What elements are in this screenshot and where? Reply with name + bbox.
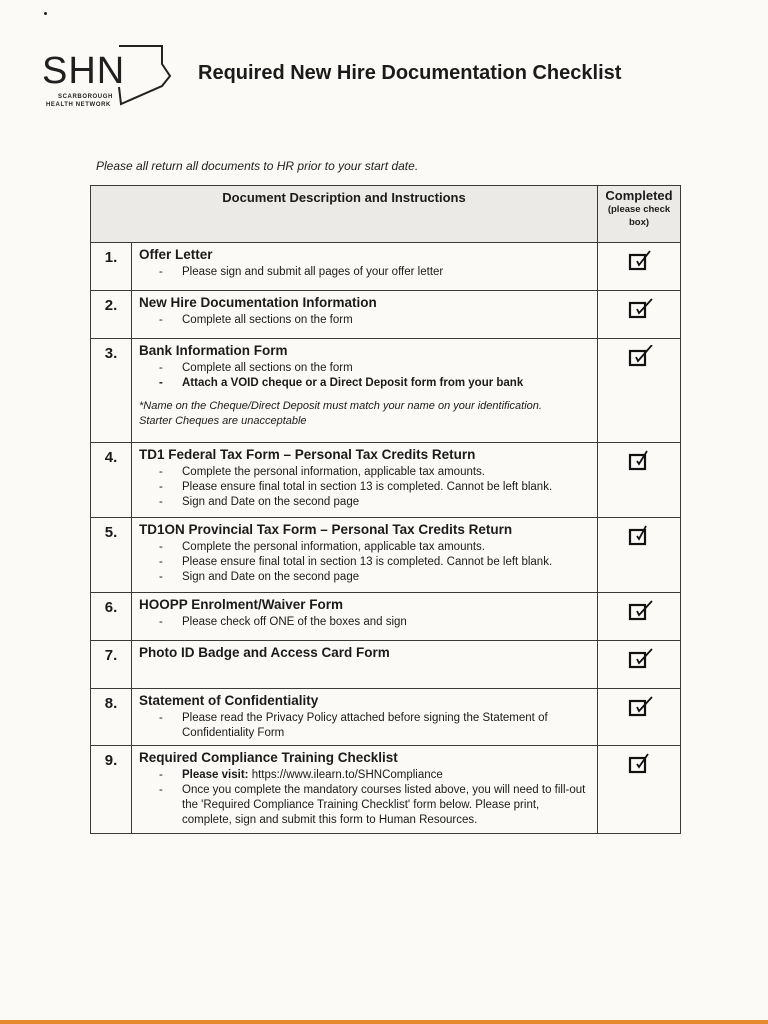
item-note-line2: Starter Cheques are unacceptable: [139, 415, 307, 427]
table-row: [91, 641, 681, 689]
checkbox-checked-icon[interactable]: [628, 297, 656, 321]
item-number: 4.: [91, 443, 132, 518]
checkbox-checked-icon[interactable]: [628, 647, 656, 671]
completed-cell[interactable]: [598, 339, 681, 443]
completed-cell[interactable]: [598, 518, 681, 593]
item-title: Photo ID Badge and Access Card Form: [139, 645, 390, 660]
table-header-row: [91, 186, 681, 243]
item-note-line1: *Name on the Cheque/Direct Deposit must match your name on your identification.: [139, 400, 542, 412]
item-description: [132, 518, 598, 593]
completed-cell[interactable]: [598, 689, 681, 746]
completed-cell[interactable]: [598, 291, 681, 339]
stray-dot: [44, 12, 47, 15]
logo-subtitle-2: HEALTH NETWORK: [46, 102, 111, 108]
item-number: 5.: [91, 518, 132, 593]
item-bullet: - Please ensure final total in section 13 is completed. Cannot be left blank.: [159, 480, 591, 495]
item-title: HOOPP Enrolment/Waiver Form: [139, 597, 344, 612]
item-bullet: - Once you complete the mandatory courses listed above, you will need to fill-out the 'Required Compliance Training Checklist' form below. Please print, complete, sign and submit this form to Human Resources.: [159, 783, 591, 828]
item-description: [132, 746, 598, 834]
table-row: [91, 443, 681, 518]
item-description: [132, 243, 598, 291]
completed-cell[interactable]: [598, 593, 681, 641]
item-bullet: - Please read the Privacy Policy attached before signing the Statement of Confidentiality Form: [159, 711, 591, 741]
item-description: [132, 641, 598, 689]
item-bullet: - Attach a VOID cheque or a Direct Deposit form from your bank: [159, 376, 591, 391]
header-description: Document Description and Instructions: [91, 186, 598, 243]
item-number: 2.: [91, 291, 132, 339]
checkbox-checked-icon[interactable]: [628, 345, 656, 369]
table-row: [91, 593, 681, 641]
item-bullet: - Complete the personal information, applicable tax amounts.: [159, 465, 591, 480]
completed-cell[interactable]: [598, 746, 681, 834]
header-completed-sub: (please check box): [607, 204, 671, 228]
item-bullet: [159, 768, 591, 783]
table-row: [91, 746, 681, 834]
item-note: [139, 399, 591, 429]
item-bullet: - Please check off ONE of the boxes and sign: [159, 615, 591, 630]
item-title: New Hire Documentation Information: [139, 295, 377, 310]
table-row: [91, 339, 681, 443]
page-title: Required New Hire Documentation Checklist: [198, 62, 622, 84]
intro-text: Please all return all documents to HR prior to your start date.: [96, 159, 419, 173]
item-bullet: - Please sign and submit all pages of your offer letter: [159, 265, 591, 280]
item-description: [132, 291, 598, 339]
table-row: [91, 689, 681, 746]
header-completed: [598, 186, 681, 243]
compliance-link[interactable]: https://www.ilearn.to/SHNCompliance: [251, 769, 443, 781]
table-row: [91, 291, 681, 339]
item-description: [132, 689, 598, 746]
item-number: 1.: [91, 243, 132, 291]
checkbox-checked-icon[interactable]: [628, 449, 656, 473]
completed-cell[interactable]: [598, 443, 681, 518]
item-number: 9.: [91, 746, 132, 834]
item-title: TD1ON Provincial Tax Form – Personal Tax Credits Return: [139, 522, 513, 537]
table-row: [91, 243, 681, 291]
item-description: [132, 593, 598, 641]
visit-label: Please visit:: [182, 769, 249, 781]
item-title: Statement of Confidentiality: [139, 693, 319, 708]
item-title: Required Compliance Training Checklist: [139, 750, 398, 765]
item-number: 8.: [91, 689, 132, 746]
bottom-edge-line: [0, 1020, 768, 1024]
checkbox-checked-icon[interactable]: [628, 695, 656, 719]
item-description: [132, 339, 598, 443]
item-bullet: - Sign and Date on the second page: [159, 495, 591, 510]
checkbox-checked-icon[interactable]: [628, 524, 656, 548]
checklist-table: [90, 185, 681, 834]
completed-cell[interactable]: [598, 641, 681, 689]
item-bullet: - Complete all sections on the form: [159, 313, 591, 328]
checkbox-checked-icon[interactable]: [628, 599, 656, 623]
item-title: TD1 Federal Tax Form – Personal Tax Credits Return: [139, 447, 476, 462]
completed-cell[interactable]: [598, 243, 681, 291]
item-title: Offer Letter: [139, 247, 213, 262]
checkbox-checked-icon[interactable]: [628, 752, 656, 776]
logo-text: SHN: [42, 50, 126, 92]
item-bullet: - Please ensure final total in section 13 is completed. Cannot be left blank.: [159, 555, 591, 570]
item-bullet: - Sign and Date on the second page: [159, 570, 591, 585]
item-number: 7.: [91, 641, 132, 689]
logo-subtitle-1: SCARBOROUGH: [58, 94, 113, 100]
item-bullet: - Complete the personal information, applicable tax amounts.: [159, 540, 591, 555]
item-description: [132, 443, 598, 518]
shn-logo: [42, 42, 182, 114]
checkbox-checked-icon[interactable]: [628, 249, 656, 273]
item-title: Bank Information Form: [139, 343, 288, 358]
header-completed-label: Completed: [605, 188, 673, 203]
item-bullet: - Complete all sections on the form: [159, 361, 591, 376]
item-number: 6.: [91, 593, 132, 641]
table-row: [91, 518, 681, 593]
item-number: 3.: [91, 339, 132, 443]
